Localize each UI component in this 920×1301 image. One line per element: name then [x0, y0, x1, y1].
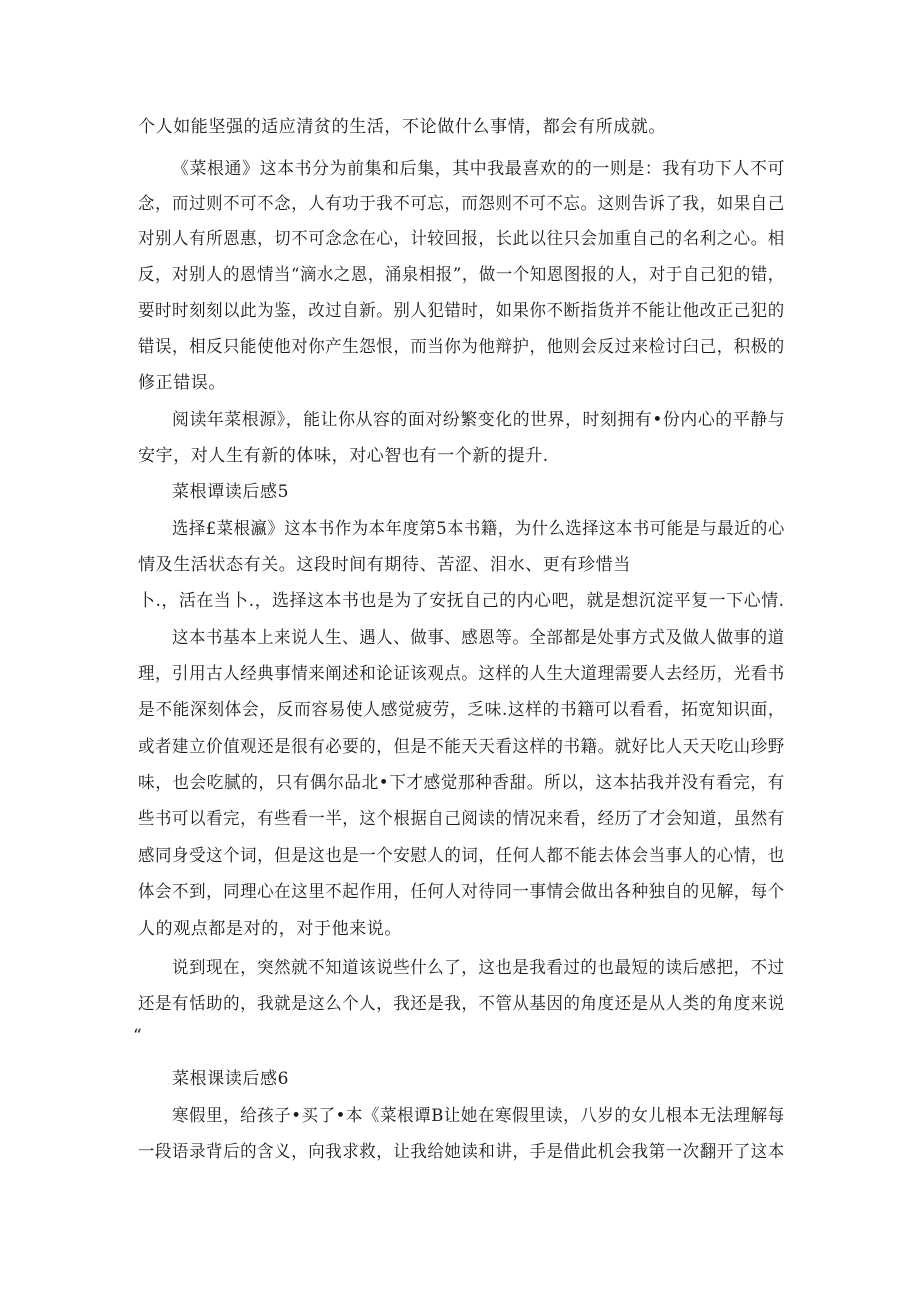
text-line: 味，也会吃腻的，只有偶尔品北•下才感觉那种香甜。所以，这本拈我并没有看完，有: [138, 773, 785, 793]
text-line: 理，引用古人经典事情来阐述和论证该观点。这样的人生大道理需要人去经历，光看书: [138, 664, 785, 684]
paragraph-start: 这本书基本上来说人生、遇人、做事、感恩等。全部都是处事方式及做人做事的道: [172, 628, 785, 648]
paragraph-start: 选择£菜根瀛》这本书作为本年度第5本书籍，为什么选择这本书可能是与最近的心: [172, 519, 785, 539]
text-line: 感同身受这个词，但是这也是一个安慰人的词，任何人都不能去体会当事人的心情，也: [138, 846, 785, 866]
text-line: 情及生活状态有关。这段时间有期待、苦涩、泪水、更有珍惜当: [138, 555, 631, 575]
text-line: 一段语录背后的含义，向我求救，让我给她读和讲，手是借此机会我第一次翻开了这本: [138, 1142, 785, 1162]
text-line: 个人如能坚强的适应清贫的生活，不论做什么事情，都会有所成就。: [138, 117, 666, 137]
text-line: 修正错误。: [138, 373, 226, 393]
paragraph-start: 阅读年菜根源》，能让你从容的面对纷繁变化的世界，时刻拥有•份内心的平静与: [172, 410, 786, 430]
quote-mark: “: [133, 1026, 143, 1046]
paragraph-start: 寒假里，给孩子•买了•本《菜根谭B让她在寒假里读，八岁的女儿根本无法理解每: [172, 1106, 785, 1126]
text-line: 是不能深刻体会，反而容易使人感觉疲劳，乏味.这样的书籍可以看看，拓宽知识面，: [138, 700, 786, 720]
text-line: 念，而过则不可不念，人有功于我不可忘，而怨则不可不忘。这则告诉了我，如果自己: [138, 194, 785, 214]
text-line: 或者建立价值观还是很有必要的，但是不能天天看这样的书籍。就好比人天天吃山珍野: [138, 737, 785, 757]
text-line: 错误，相反只能使他对你产生怨恨，而当你为他辩护，他则会反过来检讨臼己，积极的: [138, 337, 785, 357]
section-heading: 菜根课读后感6: [172, 1069, 290, 1089]
paragraph-start: 《菜根通》这本书分为前集和后集，其中我最喜欢的的一则是：我有功下人不可: [172, 159, 785, 179]
text-line: 还是有恬助的，我就是这么个人，我还是我，不管从基因的角度还是从人类的角度来说: [138, 994, 785, 1014]
text-line: 人的观点都是对的，对于他来说。: [138, 919, 402, 939]
section-heading: 菜根谭读后感5: [172, 482, 290, 502]
text-line: 体会不到，同理心在这里不起作用，任何人对待同一事情会做出各种独自的见解，每个: [138, 882, 785, 902]
text-line: 些书可以看完，有些看一半，这个根据自己阅读的情况来看，经历了才会知道，虽然有: [138, 809, 785, 829]
text-line: 安宇，对人生有新的体味，对心智也有一个新的提升.: [138, 446, 549, 466]
text-line: 对别人有所恩惠，切不可念念在心，计较回报，长此以往只会加重自己的名利之心。相: [138, 229, 785, 249]
text-line: 反，对别人的恩情当“滴水之恩，涌泉相报”，做一个知恩图报的人，对于自己犯的错，: [138, 265, 785, 285]
text-line: 卜.，活在当卜.，选择这本书也是为了安抚自己的内心吧，就是想沉淀平复一下心情.: [138, 591, 785, 611]
text-line: 要时时刻刻以此为鉴，改过自新。别人犯错时，如果你不断指货并不能让他改正己犯的: [138, 301, 785, 321]
paragraph-start: 说到现在，突然就不知道该说些什么了，这也是我看过的也最短的读后感把，不过: [172, 958, 785, 978]
